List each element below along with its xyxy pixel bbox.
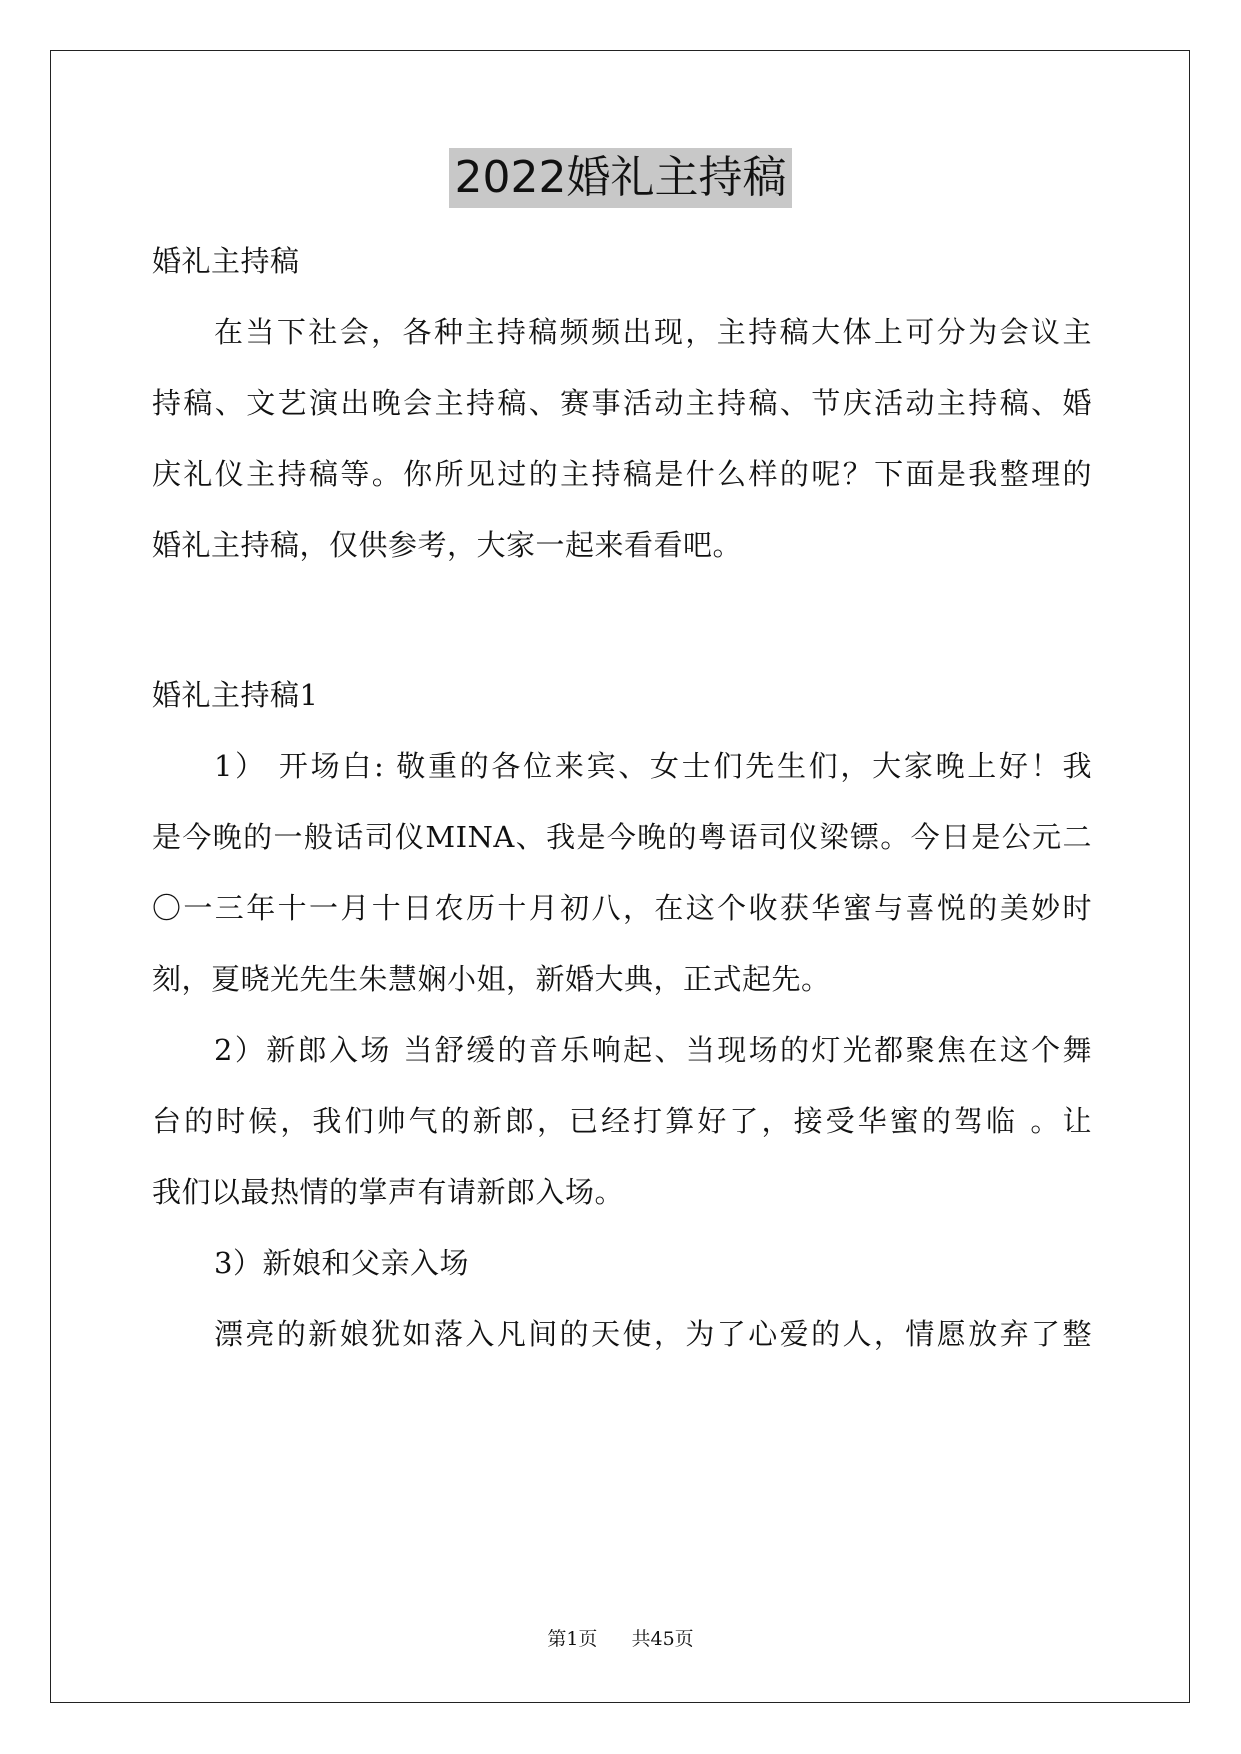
part1-line-1: 1） 开场白: 敬重的各位来宾、女士们先生们，大家晚上好！我 — [214, 749, 1092, 783]
part1-line-2: 是今晚的一般话司仪MINA、我是今晚的粤语司仪梁镖。今日是公元二 — [152, 820, 1092, 854]
part2-line-1: 2）新郎入场 当舒缓的音乐响起、当现场的灯光都聚焦在这个舞 — [214, 1033, 1092, 1067]
intro-line-2: 持稿、文艺演出晚会主持稿、赛事活动主持稿、节庆活动主持稿、婚 — [152, 386, 1092, 420]
page-border — [50, 50, 1190, 1703]
part3-line-1: 漂亮的新娘犹如落入凡间的天使，为了心爱的人，情愿放弃了整 — [214, 1317, 1092, 1351]
intro-line-1: 在当下社会，各种主持稿频频出现，主持稿大体上可分为会议主 — [214, 315, 1092, 349]
part1-line-4: 刻，夏晓光先生朱慧娴小姐，新婚大典，正式起先。 — [152, 962, 831, 996]
intro-line-3: 庆礼仪主持稿等。你所见过的主持稿是什么样的呢？下面是我整理的 — [152, 457, 1092, 491]
intro-line-4: 婚礼主持稿，仅供参考，大家一起来看看吧。 — [152, 528, 743, 562]
page-footer — [0, 1626, 1241, 1652]
document-subtitle: 婚礼主持稿 — [152, 244, 300, 278]
page-number: 第1页 — [547, 1628, 598, 1650]
part2-line-3: 我们以最热情的掌声有请新郎入场。 — [152, 1175, 625, 1209]
section-heading: 婚礼主持稿1 — [152, 678, 319, 712]
part1-line-3: 〇一三年十一月十日农历十月初八，在这个收获华蜜与喜悦的美妙时 — [152, 891, 1092, 925]
page-total: 共45页 — [631, 1628, 694, 1650]
part3-heading: 3）新娘和父亲入场 — [214, 1246, 469, 1280]
document-title: 2022婚礼主持稿 — [449, 148, 793, 208]
title-container — [0, 148, 1241, 208]
part2-line-2: 台的时候，我们帅气的新郎，已经打算好了，接受华蜜的驾临 。让 — [152, 1104, 1092, 1138]
